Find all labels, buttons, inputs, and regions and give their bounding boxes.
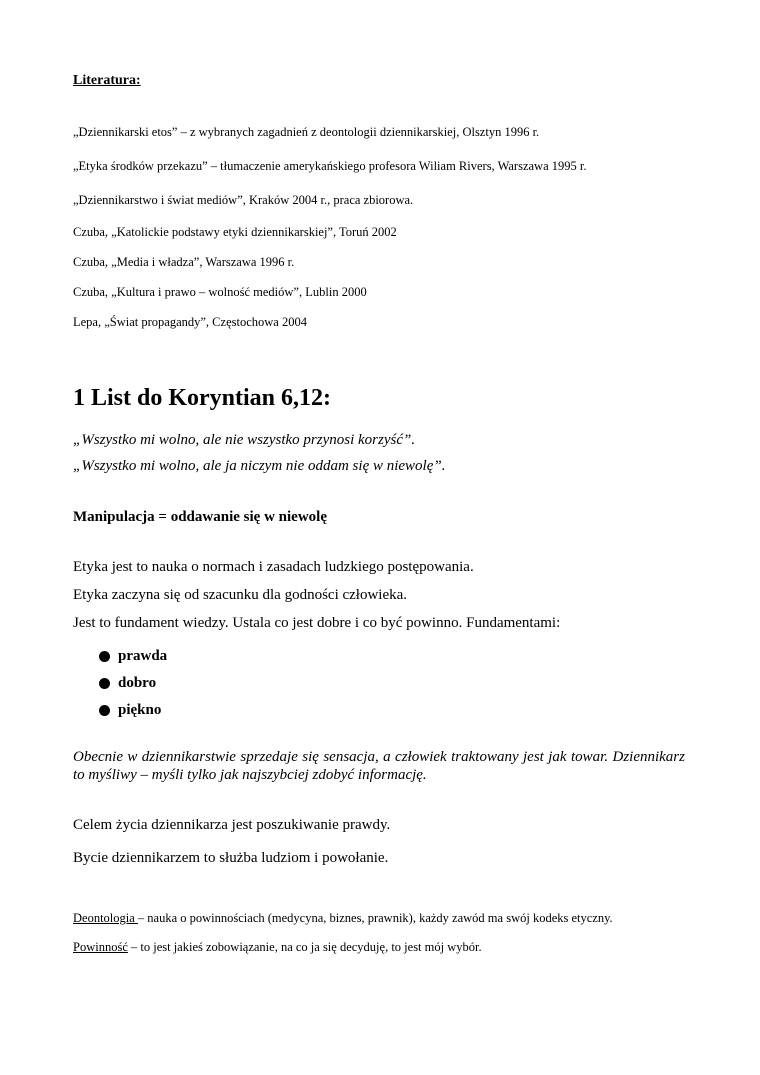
definition-duty: [73, 940, 482, 955]
quote-line: „Wszystko mi wolno, ale nie wszystko przynosi korzyść”.: [73, 432, 416, 448]
journalism-paragraph: Obecnie w dziennikarstwie sprzedaje się sensacja, a człowiek traktowany jest jak towar. Dziennikarz to myśliwy – myśli tylko jak najszybciej zdobyć informację.: [73, 749, 685, 783]
section-title: 1 List do Koryntian 6,12:: [73, 385, 332, 411]
literature-item: Czuba, „Kultura i prawo – wolność mediów”, Lublin 2000: [73, 285, 367, 299]
service-line: Bycie dziennikarzem to służba ludziom i powołanie.: [73, 850, 389, 866]
ethics-line: Etyka zaczyna się od szacunku dla godności człowieka.: [73, 587, 408, 603]
literature-item: „Dziennikarstwo i świat mediów”, Kraków 2004 r., praca zbiorowa.: [73, 193, 414, 207]
list-item: [99, 643, 167, 670]
list-item-label: prawda: [118, 648, 168, 664]
literature-item: „Etyka środków przekazu” – tłumaczenie amerykańskiego profesora Wiliam Rivers, Warszawa 1995 r.: [73, 159, 587, 173]
ethics-line: Etyka jest to nauka o normach i zasadach ludzkiego postępowania.: [73, 559, 474, 575]
ethics-line: Jest to fundament wiedzy. Ustala co jest dobre i co być powinno. Fundamentami:: [73, 615, 561, 631]
list-item-label: dobro: [118, 675, 157, 691]
literature-item: Czuba, „Media i władza”, Warszawa 1996 r.: [73, 255, 295, 269]
bullet-icon: [99, 651, 110, 662]
list-item: [99, 670, 167, 697]
literature-item: „Dziennikarski etos” – z wybranych zagadnień z deontologii dziennikarskiej, Olsztyn 1996 r.: [73, 125, 540, 139]
literature-heading: Literatura:: [73, 73, 141, 88]
purpose-line: Celem życia dziennikarza jest poszukiwanie prawdy.: [73, 817, 391, 833]
definition-term: Deontologia: [73, 911, 138, 925]
quote-line: „Wszystko mi wolno, ale ja niczym nie oddam się w niewolę”.: [73, 458, 446, 474]
definition-text: – to jest jakieś zobowiązanie, na co ja się decyduję, to jest mój wybór.: [127, 940, 482, 954]
literature-item: Czuba, „Katolickie podstawy etyki dziennikarskiej”, Toruń 2002: [73, 225, 397, 239]
foundations-list: [99, 643, 167, 724]
bullet-icon: [99, 705, 110, 716]
definition-text: – nauka o powinnościach (medycyna, biznes, prawnik), każdy zawód ma swój kodeks etyczny.: [137, 911, 613, 925]
bullet-icon: [99, 678, 110, 689]
list-item-label: piękno: [118, 702, 162, 718]
definition-term: Powinność: [73, 940, 128, 954]
definition-deontology: [73, 911, 613, 926]
manipulation-statement: Manipulacja = oddawanie się w niewolę: [73, 509, 327, 525]
literature-item: Lepa, „Świat propagandy”, Częstochowa 2004: [73, 315, 307, 329]
list-item: [99, 697, 167, 724]
